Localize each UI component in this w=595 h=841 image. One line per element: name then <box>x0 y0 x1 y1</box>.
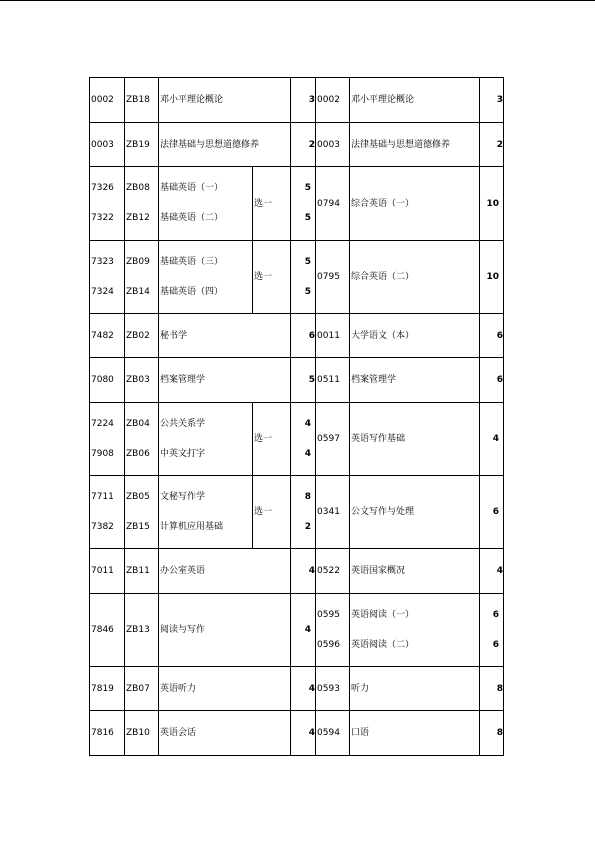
a-credit: 2 <box>308 139 316 150</box>
b-course-name: 综合英语（一） <box>351 198 415 209</box>
a-course-name-cell <box>159 403 253 476</box>
b-course-name-cell <box>350 358 480 403</box>
a-course-code: 7322 <box>91 213 114 223</box>
a-course-code: 7908 <box>91 448 114 459</box>
a-course-code-cell <box>90 667 125 711</box>
a-course-name: 档案管理学 <box>160 375 206 385</box>
course-table-body <box>90 78 504 756</box>
b-credit-cell <box>480 123 504 167</box>
a-course-code-cell <box>90 403 125 476</box>
a-course-code: 7080 <box>91 375 114 385</box>
a-elective-note-cell <box>253 476 291 549</box>
line-gap <box>126 270 158 285</box>
line-gap <box>292 270 311 285</box>
line-gap <box>126 505 158 520</box>
a-credit: 5 <box>304 256 312 267</box>
b-course-code-cell <box>316 358 350 403</box>
a-course-name: 办公室英语 <box>160 566 206 576</box>
b-course-code: 0341 <box>317 507 340 517</box>
a-course-code-cell <box>90 241 125 314</box>
b-credit: 6 <box>492 507 500 517</box>
a-credit-cell <box>291 711 316 756</box>
b-credit: 4 <box>496 566 504 576</box>
a-zb-code-cell <box>125 358 159 403</box>
a-zb-code-cell <box>125 711 159 756</box>
b-credit: 8 <box>496 728 504 738</box>
b-course-name-cell <box>350 594 480 667</box>
a-zb-code: ZB03 <box>126 375 150 385</box>
a-course-name-cell <box>159 314 291 358</box>
a-zb-code-cell <box>125 241 159 314</box>
b-course-code-cell <box>316 594 350 667</box>
a-course-name: 邓小平理论概论 <box>160 95 224 105</box>
a-credit-cell <box>291 167 316 241</box>
a-zb-code-cell <box>125 123 159 167</box>
b-course-name: 档案管理学 <box>351 375 397 385</box>
a-zb-code-cell <box>125 549 159 594</box>
b-course-code: 0597 <box>317 434 340 444</box>
a-course-name: 文秘写作学 <box>160 491 206 502</box>
b-credit-cell <box>480 594 504 667</box>
a-elective-note: 选一 <box>254 272 273 282</box>
table-row <box>90 476 504 549</box>
b-credit-cell <box>480 476 504 549</box>
a-course-code-cell <box>90 358 125 403</box>
b-credit: 10 <box>486 198 500 209</box>
b-course-name: 英语写作基础 <box>351 434 406 444</box>
b-course-name-cell <box>350 78 480 123</box>
a-elective-note: 选一 <box>254 507 273 517</box>
line-gap <box>126 196 158 211</box>
a-course-code: 7324 <box>91 286 114 297</box>
a-course-code: 7819 <box>91 683 114 694</box>
a-course-name: 基础英语（四） <box>160 286 224 297</box>
a-course-code-cell <box>90 476 125 549</box>
b-course-code: 0011 <box>317 330 340 341</box>
b-course-name: 法律基础与思想道德修养 <box>351 139 451 150</box>
a-credit-cell <box>291 241 316 314</box>
a-zb-code: ZB05 <box>126 491 150 502</box>
a-zb-code: ZB04 <box>126 418 150 429</box>
a-course-name: 中英文打字 <box>160 448 206 459</box>
a-zb-code: ZB18 <box>126 95 150 105</box>
b-credit: 6 <box>492 609 500 620</box>
line-gap <box>481 623 499 638</box>
b-course-code-cell <box>316 549 350 594</box>
a-credit: 2 <box>304 521 312 532</box>
a-zb-code-cell <box>125 167 159 241</box>
table-row <box>90 549 504 594</box>
b-credit-cell <box>480 403 504 476</box>
b-course-name-cell <box>350 711 480 756</box>
b-course-name-cell <box>350 167 480 241</box>
b-credit: 6 <box>492 639 500 650</box>
a-credit-cell <box>291 476 316 549</box>
b-course-name: 大学语文（本） <box>351 330 415 341</box>
line-gap <box>292 432 311 447</box>
b-course-code-cell <box>316 476 350 549</box>
a-course-name-cell <box>159 167 253 241</box>
a-course-code-cell <box>90 167 125 241</box>
b-course-name: 综合英语（二） <box>351 272 415 282</box>
b-course-code-cell <box>316 667 350 711</box>
table-row <box>90 123 504 167</box>
a-zb-code: ZB09 <box>126 256 150 267</box>
a-credit-cell <box>291 123 316 167</box>
b-course-code-cell <box>316 123 350 167</box>
b-course-name: 英语国家概况 <box>351 566 406 576</box>
a-course-name-cell <box>159 241 253 314</box>
a-course-name: 法律基础与思想道德修养 <box>160 139 260 150</box>
a-elective-note-cell <box>253 403 291 476</box>
b-course-code-cell <box>316 314 350 358</box>
a-course-code: 7816 <box>91 728 114 738</box>
a-credit: 6 <box>308 330 316 341</box>
b-credit-cell <box>480 314 504 358</box>
a-zb-code-cell <box>125 78 159 123</box>
a-zb-code-cell <box>125 667 159 711</box>
b-credit: 8 <box>496 683 504 694</box>
line-gap <box>91 270 124 285</box>
b-course-code: 0593 <box>317 683 340 694</box>
a-course-code: 0002 <box>91 95 114 105</box>
b-credit: 3 <box>496 95 504 105</box>
line-gap <box>160 432 252 447</box>
a-course-code-cell <box>90 314 125 358</box>
a-course-name: 秘书学 <box>160 330 188 341</box>
a-course-code: 7711 <box>91 491 114 502</box>
a-credit: 4 <box>304 448 312 459</box>
b-credit-cell <box>480 549 504 594</box>
b-course-code: 0795 <box>317 272 340 282</box>
a-zb-code: ZB13 <box>126 625 150 635</box>
a-course-name-cell <box>159 667 291 711</box>
line-gap <box>292 505 311 520</box>
b-course-name-cell <box>350 476 480 549</box>
a-course-name: 基础英语（一） <box>160 183 224 193</box>
a-course-code-cell <box>90 78 125 123</box>
a-course-name: 阅读与写作 <box>160 625 206 635</box>
a-course-name-cell <box>159 476 253 549</box>
a-credit-cell <box>291 594 316 667</box>
table-row <box>90 403 504 476</box>
a-elective-note: 选一 <box>254 434 273 444</box>
a-credit: 3 <box>308 95 316 105</box>
a-credit: 5 <box>308 375 316 385</box>
b-course-name-cell <box>350 667 480 711</box>
a-credit-cell <box>291 314 316 358</box>
b-credit-cell <box>480 241 504 314</box>
line-gap <box>317 623 349 638</box>
a-zb-code: ZB08 <box>126 183 150 193</box>
b-course-code: 0003 <box>317 139 340 150</box>
a-elective-note-cell <box>253 241 291 314</box>
a-zb-code-cell <box>125 476 159 549</box>
a-course-code-cell <box>90 549 125 594</box>
a-credit-cell <box>291 358 316 403</box>
b-course-code: 0594 <box>317 728 340 738</box>
b-credit-cell <box>480 667 504 711</box>
b-course-name: 英语阅读（一） <box>351 609 415 620</box>
a-zb-code: ZB12 <box>126 213 150 223</box>
line-gap <box>292 196 311 211</box>
line-gap <box>351 623 479 638</box>
a-course-name-cell <box>159 78 291 123</box>
b-course-name: 英语阅读（二） <box>351 639 415 650</box>
b-course-code-cell <box>316 711 350 756</box>
a-credit: 4 <box>308 683 316 694</box>
b-credit-cell <box>480 358 504 403</box>
a-course-name: 计算机应用基础 <box>160 521 224 532</box>
line-gap <box>91 505 124 520</box>
b-credit-cell <box>480 78 504 123</box>
b-course-code-cell <box>316 241 350 314</box>
course-equivalence-table <box>89 77 504 756</box>
a-credit: 4 <box>304 418 312 429</box>
table-row <box>90 314 504 358</box>
line-gap <box>160 270 252 285</box>
b-course-code: 0002 <box>317 95 340 105</box>
b-course-code-cell <box>316 403 350 476</box>
a-credit: 5 <box>304 183 312 193</box>
b-credit: 4 <box>492 434 500 444</box>
a-course-code: 0003 <box>91 139 114 150</box>
a-course-name-cell <box>159 594 291 667</box>
b-credit: 10 <box>486 272 500 282</box>
table-row <box>90 358 504 403</box>
a-credit-cell <box>291 403 316 476</box>
a-credit: 8 <box>304 491 312 502</box>
a-course-code-cell <box>90 123 125 167</box>
a-course-name-cell <box>159 123 291 167</box>
a-course-code-cell <box>90 594 125 667</box>
a-zb-code: ZB02 <box>126 330 150 341</box>
b-course-code: 0794 <box>317 198 340 209</box>
line-gap <box>126 432 158 447</box>
a-course-code: 7846 <box>91 625 114 635</box>
b-course-name-cell <box>350 549 480 594</box>
b-course-name-cell <box>350 403 480 476</box>
b-credit: 6 <box>496 375 504 385</box>
b-course-code: 0522 <box>317 566 340 576</box>
a-course-name-cell <box>159 358 291 403</box>
a-credit: 5 <box>304 286 312 297</box>
b-course-code: 0596 <box>317 639 340 650</box>
a-zb-code: ZB11 <box>126 566 150 576</box>
a-zb-code: ZB10 <box>126 728 150 738</box>
a-course-code: 7323 <box>91 256 114 267</box>
b-course-name: 听力 <box>351 683 370 694</box>
a-course-name: 公共关系学 <box>160 418 206 429</box>
page-top-rule <box>0 0 595 1</box>
a-credit-cell <box>291 549 316 594</box>
a-zb-code: ZB14 <box>126 286 150 297</box>
b-course-code-cell <box>316 78 350 123</box>
a-elective-note-cell <box>253 167 291 241</box>
a-elective-note: 选一 <box>254 198 273 209</box>
a-credit-cell <box>291 667 316 711</box>
table-row <box>90 594 504 667</box>
a-course-code: 7011 <box>91 566 114 576</box>
b-course-name-cell <box>350 314 480 358</box>
a-course-name: 英语听力 <box>160 683 197 694</box>
a-credit: 5 <box>304 213 312 223</box>
line-gap <box>91 196 124 211</box>
a-course-code-cell <box>90 711 125 756</box>
b-course-code: 0511 <box>317 375 340 385</box>
table-row <box>90 167 504 241</box>
table-row <box>90 711 504 756</box>
b-course-code: 0595 <box>317 609 340 620</box>
b-course-name: 邓小平理论概论 <box>351 95 415 105</box>
a-zb-code-cell <box>125 403 159 476</box>
b-course-code-cell <box>316 167 350 241</box>
a-course-name-cell <box>159 549 291 594</box>
b-credit: 6 <box>496 330 504 341</box>
a-credit-cell <box>291 78 316 123</box>
line-gap <box>160 505 252 520</box>
b-course-name-cell <box>350 241 480 314</box>
table-row <box>90 241 504 314</box>
a-credit: 4 <box>308 728 316 738</box>
table-row <box>90 667 504 711</box>
a-zb-code: ZB15 <box>126 521 150 532</box>
a-credit: 4 <box>304 625 312 635</box>
a-course-name-cell <box>159 711 291 756</box>
table-row <box>90 78 504 123</box>
b-course-name-cell <box>350 123 480 167</box>
a-zb-code: ZB07 <box>126 683 150 694</box>
line-gap <box>91 432 124 447</box>
line-gap <box>160 196 252 211</box>
b-course-name: 口语 <box>351 728 370 738</box>
b-course-name: 公文写作与处理 <box>351 507 415 517</box>
a-course-name: 基础英语（二） <box>160 213 224 223</box>
b-credit: 2 <box>496 139 504 150</box>
a-course-code: 7382 <box>91 521 114 532</box>
a-course-code: 7224 <box>91 418 114 429</box>
a-course-name: 基础英语（三） <box>160 256 224 267</box>
a-credit: 4 <box>308 566 316 576</box>
a-zb-code-cell <box>125 314 159 358</box>
a-zb-code: ZB06 <box>126 448 150 459</box>
a-zb-code: ZB19 <box>126 139 150 150</box>
b-credit-cell <box>480 711 504 756</box>
a-course-code: 7482 <box>91 330 114 341</box>
a-zb-code-cell <box>125 594 159 667</box>
a-course-name: 英语会话 <box>160 728 197 738</box>
a-course-code: 7326 <box>91 183 114 193</box>
b-credit-cell <box>480 167 504 241</box>
